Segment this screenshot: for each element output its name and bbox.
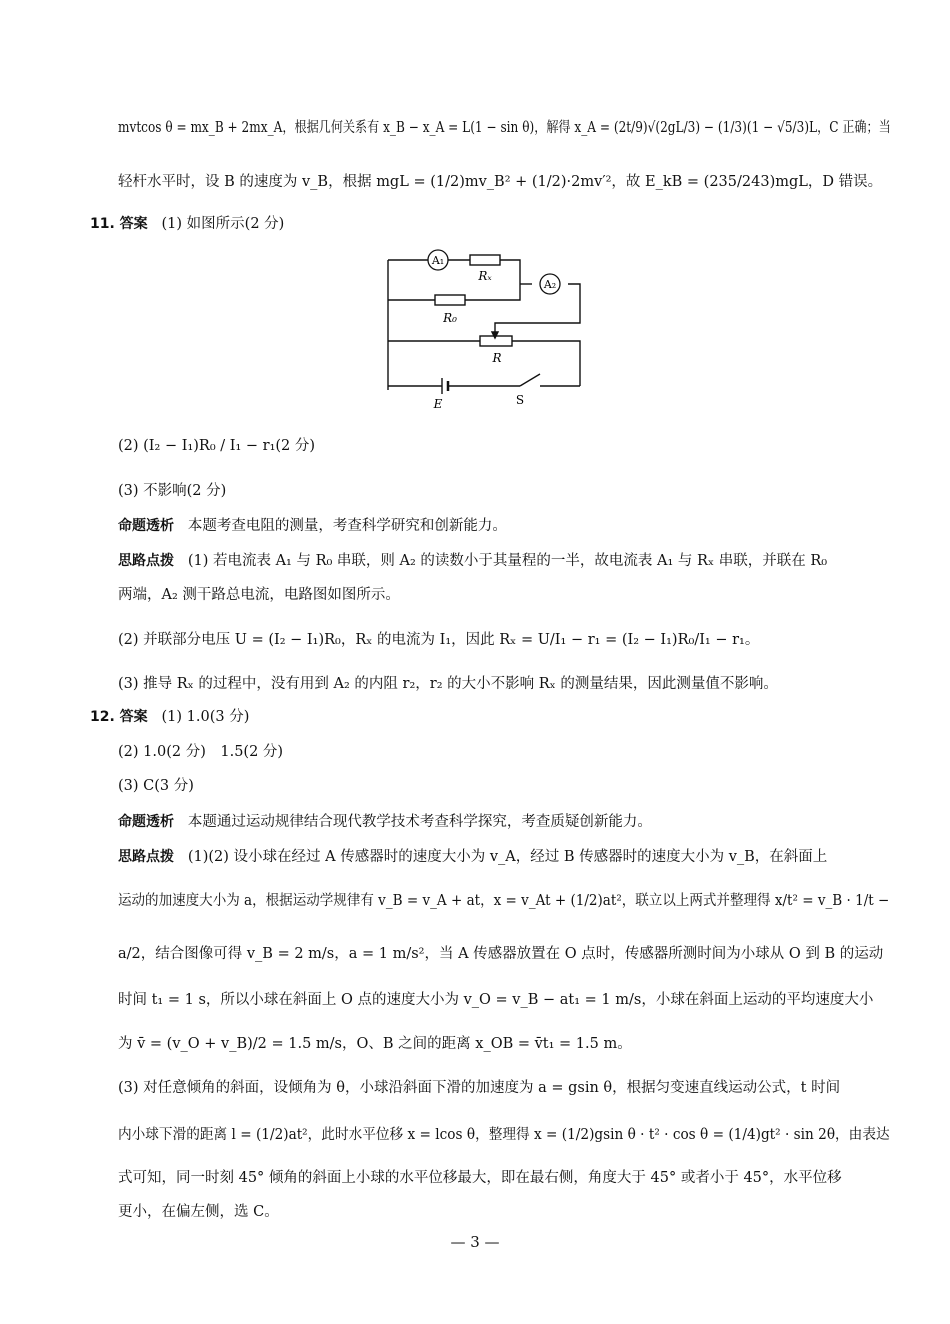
q11-answer-2: (2) (I₂ − I₁)R₀ / I₁ − r₁(2 分): [118, 438, 316, 454]
circuit-diagram: [380, 248, 610, 418]
q12-hint-5: 为 v̄ = (v_O + v_B)/2 = 1.5 m/s，O、B 之间的距离 x_OB = v̄t₁ = 1.5 m。: [118, 1036, 632, 1052]
q12-hint-1: [118, 847, 827, 867]
q12-answer-2: (2) 1.0(2 分) 1.5(2 分): [118, 744, 284, 760]
text-line-2: 轻杆水平时，设 B 的速度为 v_B，根据 mgL = (1/2)mv_B² + (1/2)·2mv′²，故 E_kB = (235/243)mgL，D 错误。: [118, 174, 883, 190]
slider-arrow-icon: [492, 332, 498, 338]
q11-analysis-text: 本题考查电阻的测量，考查科学研究和创新能力。: [187, 518, 507, 534]
q12-analysis: [118, 812, 652, 832]
q12-answer-3: (3) C(3 分): [118, 778, 194, 794]
q12-hint-4: 时间 t₁ = 1 s，所以小球在斜面上 O 点的速度大小为 v_O = v_B − at₁ = 1 m/s，小球在斜面上运动的平均速度大小: [118, 992, 874, 1008]
q11-heading: 11. 答案: [90, 216, 148, 232]
label-rx: Rₓ: [478, 269, 492, 283]
q11-answer-3: (3) 不影响(2 分): [118, 483, 227, 499]
q11-hint-text-1: (1) 若电流表 A₁ 与 R₀ 串联，则 A₂ 的读数小于其量程的一半，故电流表 A₁ 与 Rₓ 串联，并联在 R₀: [187, 553, 828, 569]
q12-heading: 12. 答案: [90, 709, 148, 725]
label-e: E: [433, 397, 443, 411]
q12-hint-6: (3) 对任意倾角的斜面，设倾角为 θ，小球沿斜面下滑的加速度为 a = gsin θ，根据匀变速直线运动公式，t 时间: [118, 1080, 841, 1096]
q12-hint-8: 式可知，同一时刻 45° 倾角的斜面上小球的水平位移最大，即在最右侧，角度大于 45° 或者小于 45°，水平位移: [118, 1170, 842, 1186]
label-r: R: [492, 351, 502, 365]
q11-hint-2: 两端，A₂ 测干路总电流，电路图如图所示。: [118, 587, 400, 603]
text-line-1: mvtcos θ = mx_B + 2mx_A，根据几何关系有 x_B − x_A = L(1 − sin θ)，解得 x_A = (2t/9)√(2gL/3) − (1/3)(1 − √5/3)L，C 正确；当: [118, 120, 891, 136]
q12-analysis-label: 命题透析: [118, 814, 174, 830]
q12-hint-3: a/2，结合图像可得 v_B = 2 m/s，a = 1 m/s²，当 A 传感器放置在 O 点时，传感器所测时间为小球从 O 到 B 的运动: [118, 946, 884, 962]
q12-analysis-text: 本题通过运动规律结合现代教学技术考查科学探究，考查质疑创新能力。: [187, 814, 652, 830]
label-a1: A₁: [431, 254, 445, 267]
q12-answer-1: (1) 1.0(3 分): [161, 709, 250, 725]
q12-hint-2: 运动的加速度大小为 a，根据运动学规律有 v_B = v_A + at，x = v_At + (1/2)at²，联立以上两式并整理得 x/t² = v_B · 1/t −: [118, 893, 890, 909]
q11-hint-label: 思路点拨: [118, 553, 174, 569]
q11-hint-4: (3) 推导 Rₓ 的过程中，没有用到 A₂ 的内阻 r₂，r₂ 的大小不影响 Rₓ 的测量结果，因此测量值不影响。: [118, 676, 778, 692]
label-a2: A₂: [543, 278, 557, 291]
q11-hint-1: [118, 551, 827, 571]
q12-hint-label: 思路点拨: [118, 849, 174, 865]
q12-hint-9: 更小，在偏左侧，选 C。: [118, 1204, 279, 1220]
q12-hint-text-1: (1)(2) 设小球在经过 A 传感器时的速度大小为 v_A，经过 B 传感器时的速度大小为 v_B，在斜面上: [187, 849, 828, 865]
label-r0: R₀: [443, 311, 457, 325]
q12-hint-7: 内小球下滑的距离 l = (1/2)at²，此时水平位移 x = lcos θ，整理得 x = (1/2)gsin θ · t² · cos θ = (1/4)gt² · sin 2θ，由表达: [118, 1127, 890, 1143]
q11-hint-3: (2) 并联部分电压 U = (I₂ − I₁)R₀，Rₓ 的电流为 I₁，因此 Rₓ = U/I₁ − r₁ = (I₂ − I₁)R₀/I₁ − r₁。: [118, 632, 760, 648]
q11-answer-row: [90, 214, 284, 234]
resistor-rx: [470, 255, 500, 265]
label-s: S: [515, 393, 525, 407]
switch-blade: [520, 374, 540, 386]
q11-analysis-label: 命题透析: [118, 518, 174, 534]
resistor-r0: [435, 295, 465, 305]
q11-analysis: [118, 516, 507, 536]
page-number: — 3 —: [450, 1233, 500, 1251]
q11-answer-1: (1) 如图所示(2 分): [161, 216, 285, 232]
q12-answer-row: [90, 707, 249, 727]
